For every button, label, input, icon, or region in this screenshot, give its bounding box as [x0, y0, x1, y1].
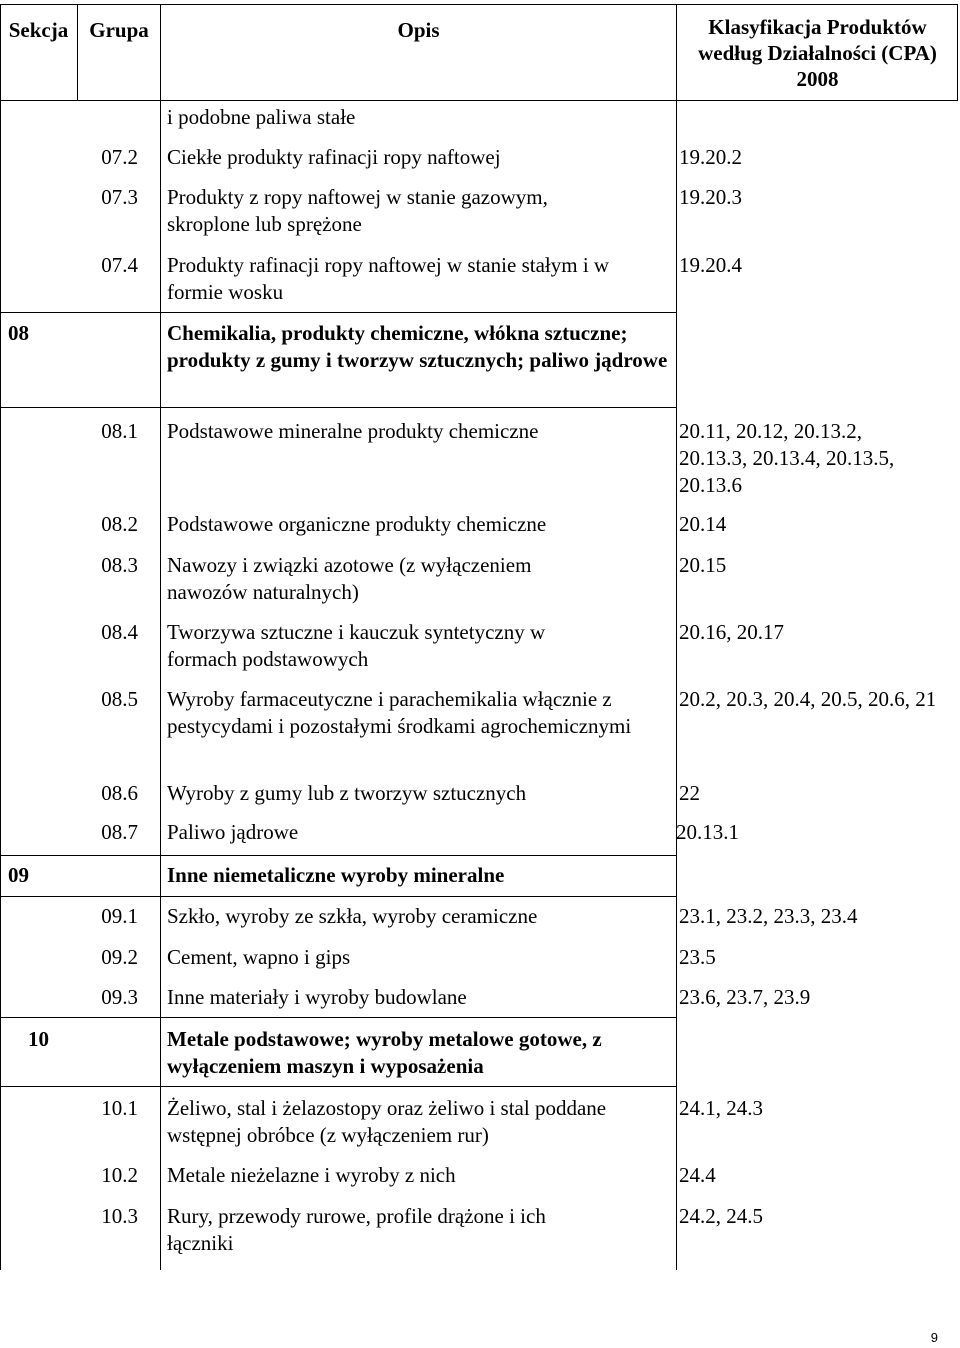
- header-opis: Opis: [397, 18, 440, 42]
- row-opis: Chemikalia, produkty chemiczne, włókna sztuczne; produkty z gumy i tworzyw sztucznych; paliwo jądrowe: [167, 321, 668, 372]
- row-cpa: 22: [679, 781, 700, 805]
- row-cpa: 24.1, 24.3: [679, 1096, 763, 1120]
- row-opis: Produkty z ropy naftowej w stanie gazowym, skroplone lub sprężone: [167, 185, 548, 236]
- col-rule-grupa: [160, 4, 161, 1270]
- section-10-bottom-rule: [0, 1086, 677, 1087]
- row-grupa: 08.7: [101, 820, 138, 844]
- row-opis: Paliwo jądrowe: [167, 820, 299, 844]
- row-cpa: 24.2, 24.5: [679, 1204, 763, 1228]
- row-opis: Inne niemetaliczne wyroby mineralne: [167, 863, 505, 887]
- row-grupa: 10.2: [101, 1163, 138, 1187]
- section-09-bottom-rule: [0, 896, 677, 897]
- section-08-top-rule: [0, 312, 677, 313]
- row-cpa: 20.2, 20.3, 20.4, 20.5, 20.6, 21: [679, 687, 937, 711]
- row-opis: Podstawowe organiczne produkty chemiczne: [167, 512, 547, 536]
- row-cpa: 24.4: [679, 1163, 716, 1187]
- row-grupa: 08.2: [101, 512, 138, 536]
- col-rule-opis: [676, 4, 677, 1270]
- row-opis: Szkło, wyroby ze szkła, wyroby ceramiczne: [167, 904, 538, 928]
- row-grupa: 07.4: [101, 253, 138, 277]
- row-grupa: 08.1: [101, 419, 138, 443]
- row-opis: i podobne paliwa stałe: [167, 105, 356, 129]
- row-grupa: 08.6: [101, 781, 138, 805]
- row-opis: Żeliwo, stal i żelazostopy oraz żeliwo i stal poddane wstępnej obróbce (z wyłączeniem rur): [167, 1096, 607, 1147]
- header-grupa: Grupa: [89, 18, 149, 42]
- row-cpa: 19.20.3: [679, 185, 742, 209]
- row-opis: Wyroby farmaceutyczne i parachemikalia włącznie z pestycydami i pozostałymi środkami agrochemicznymi: [167, 687, 632, 738]
- row-grupa: 09.3: [101, 985, 138, 1009]
- row-grupa: 09.1: [101, 904, 138, 928]
- row-opis: Wyroby z gumy lub z tworzyw sztucznych: [167, 781, 527, 805]
- row-cpa: 23.5: [679, 945, 716, 969]
- row-cpa: 19.20.2: [679, 145, 742, 169]
- row-cpa: 20.15: [679, 553, 727, 577]
- row-sekcja: 08: [8, 321, 29, 345]
- row-opis: Nawozy i związki azotowe (z wyłączeniem nawozów naturalnych): [167, 553, 532, 604]
- row-sekcja: 09: [8, 863, 29, 887]
- row-opis: Ciekłe produkty rafinacji ropy naftowej: [167, 145, 501, 169]
- row-opis: Inne materiały i wyroby budowlane: [167, 985, 467, 1009]
- header-sekcja: Sekcja: [8, 18, 69, 42]
- row-opis: Produkty rafinacji ropy naftowej w stanie stałym i w formie wosku: [167, 253, 610, 304]
- row-opis: Podstawowe mineralne produkty chemiczne: [167, 419, 539, 443]
- section-08-bottom-rule: [0, 407, 677, 408]
- row-grupa: 10.1: [101, 1096, 138, 1120]
- row-cpa: 19.20.4: [679, 253, 742, 277]
- row-grupa: 07.3: [101, 185, 138, 209]
- row-grupa: 07.2: [101, 145, 138, 169]
- row-cpa: 20.16, 20.17: [679, 620, 784, 644]
- col-rule-left: [0, 4, 1, 1270]
- row-cpa: 20.11, 20.12, 20.13.2, 20.13.3, 20.13.4, 20.13.5, 20.13.6: [679, 419, 895, 497]
- row-cpa: 20.13.1: [676, 820, 739, 844]
- section-09-top-rule: [0, 855, 677, 856]
- row-cpa: 20.14: [679, 512, 727, 536]
- row-cpa: 23.1, 23.2, 23.3, 23.4: [679, 904, 858, 928]
- row-grupa: 08.5: [101, 687, 138, 711]
- section-10-top-rule: [0, 1017, 677, 1018]
- row-opis: Tworzywa sztuczne i kauczuk syntetyczny w formach podstawowych: [167, 620, 546, 671]
- row-grupa: 08.4: [101, 620, 138, 644]
- row-grupa: 09.2: [101, 945, 138, 969]
- header-cpa: Klasyfikacja Produktów według Działalności (CPA) 2008: [698, 15, 937, 91]
- col-rule-right: [957, 4, 958, 100]
- row-sekcja: 10: [28, 1027, 49, 1051]
- row-cpa: 23.6, 23.7, 23.9: [679, 985, 811, 1009]
- row-opis: Metale nieżelazne i wyroby z nich: [167, 1163, 456, 1187]
- row-grupa: 10.3: [101, 1204, 138, 1228]
- row-opis: Metale podstawowe; wyroby metalowe gotowe, z wyłączeniem maszyn i wyposażenia: [167, 1027, 602, 1078]
- row-opis: Rury, przewody rurowe, profile drążone i ich łączniki: [167, 1204, 546, 1255]
- row-opis: Cement, wapno i gips: [167, 945, 351, 969]
- page-number: 9: [930, 1330, 938, 1345]
- row-grupa: 08.3: [101, 553, 138, 577]
